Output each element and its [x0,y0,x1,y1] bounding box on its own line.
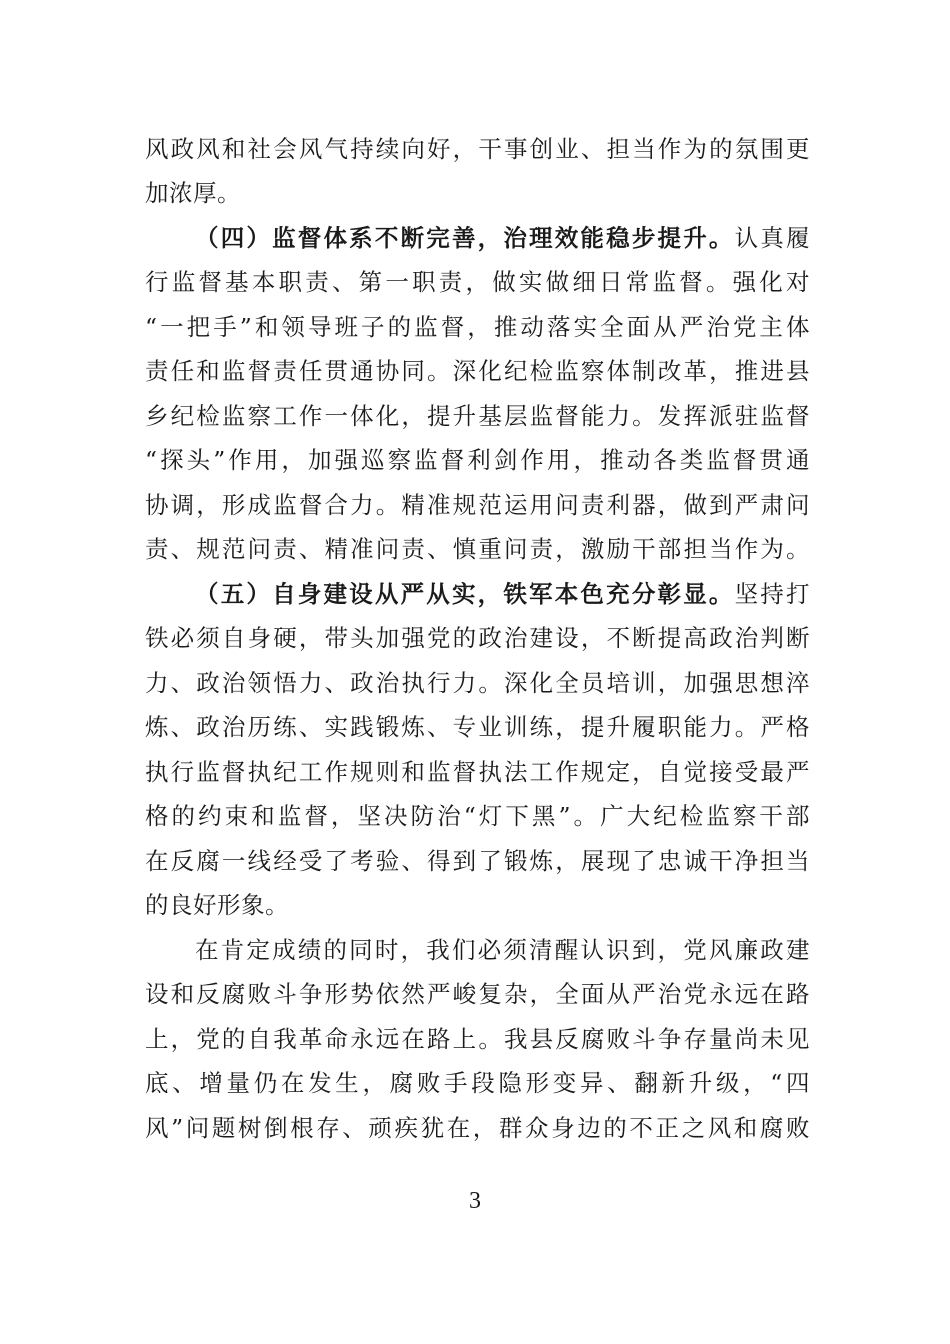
text-line: 责、规范问责、精准问责、慎重问责，激励干部担当作为。 [145,535,810,563]
text-line: 格的约束和监督，坚决防治“灯下黑”。广大纪检监察干部 [145,802,810,830]
text-line: 在反腐一线经受了考验、得到了锻炼，展现了忠诚干净担当 [145,847,810,875]
text-line: 风”问题树倒根存、顽疾犹在，群众身边的不正之风和腐败 [145,1114,810,1142]
text-line: 执行监督执纪工作规则和监督执法工作规定，自觉接受最严 [145,758,810,786]
section-heading: （五）自身建设从严从实，铁军本色充分彰显。 [195,580,735,608]
text-line: “一把手”和领导班子的监督，推动落实全面从严治党主体 [145,313,810,341]
page-number: 3 [469,1188,481,1214]
text-line: 乡纪检监察工作一体化，提升基层监督能力。发挥派驻监督 [145,402,810,430]
text-line: 行监督基本职责、第一职责，做实做细日常监督。强化对 [145,268,810,296]
text-line: 上，党的自我革命永远在路上。我县反腐败斗争存量尚未见 [145,1025,810,1053]
text-line: 风政风和社会风气持续向好，干事创业、担当作为的氛围更 [145,135,810,163]
section-heading-line: （四）监督体系不断完善，治理效能稳步提升。认真履 [195,224,811,252]
section-heading: （四）监督体系不断完善，治理效能稳步提升。 [195,224,735,252]
section-heading-line: （五）自身建设从严从实，铁军本色充分彰显。坚持打 [195,580,811,608]
text-line: 铁必须自身硬，带头加强党的政治建设，不断提高政治判断 [145,624,810,652]
text-line: “探头”作用，加强巡察监督利剑作用，推动各类监督贯通 [145,446,810,474]
text-line: 炼、政治历练、实践锻炼、专业训练，提升履职能力。严格 [145,713,810,741]
text-line: 协调，形成监督合力。精准规范运用问责利器，做到严肃问 [145,491,810,519]
text-line: 责任和监督责任贯通协同。深化纪检监察体制改革，推进县 [145,357,810,385]
text-line: 底、增量仍在发生，腐败手段隐形变异、翻新升级，“四 [145,1069,810,1097]
text-line: 设和反腐败斗争形势依然严峻复杂，全面从严治党永远在路 [145,980,810,1008]
text-line: 力、政治领悟力、政治执行力。深化全员培训，加强思想淬 [145,669,810,697]
text-line: 的良好形象。 [145,891,289,919]
text-line: 加浓厚。 [145,179,241,207]
text-line: 在肯定成绩的同时，我们必须清醒认识到，党风廉政建 [195,936,810,964]
